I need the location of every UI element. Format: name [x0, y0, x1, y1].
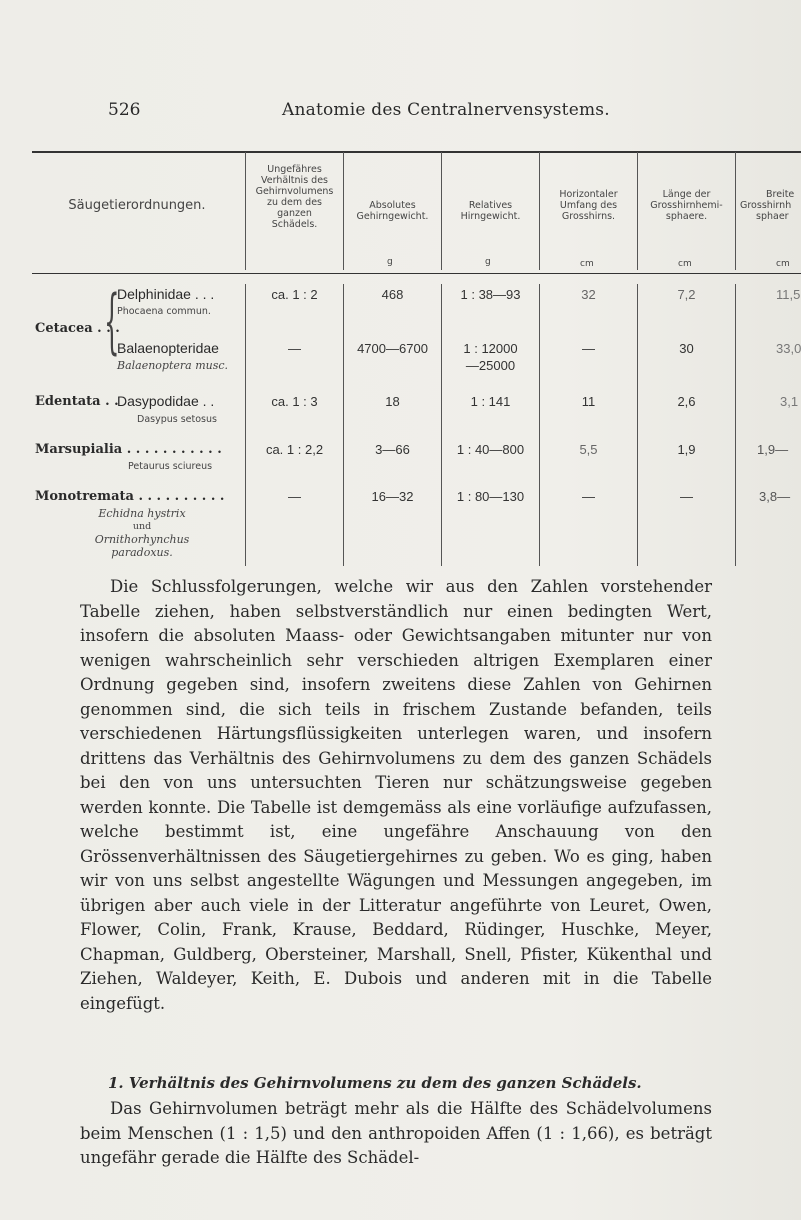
header-horizontal-circumference	[540, 189, 637, 222]
cell-length: —	[680, 489, 693, 504]
cell-length: 2,6	[677, 394, 696, 409]
body-paragraph	[80, 575, 712, 1016]
cell-width: 1,9—	[757, 442, 789, 457]
cell-width: 33,0	[776, 341, 801, 356]
header-line: Gehirnvolumens	[255, 186, 334, 197]
cell-relative-weight: 1 : 12000	[463, 341, 518, 356]
species-line: paradoxus.	[111, 546, 173, 559]
body-paragraph-2	[80, 1097, 712, 1171]
cell-circumference: 5,5	[579, 442, 598, 457]
cell-length: 1,9	[677, 442, 696, 457]
cell-width: 3,8—	[759, 489, 791, 504]
column-divider	[735, 152, 736, 270]
page-number: 526	[108, 100, 141, 120]
row-name: Dasypodidae . .	[117, 393, 215, 409]
header-line: Grosshirns.	[561, 211, 616, 222]
header-line: Breite	[766, 189, 795, 200]
row-species: Phocaena commun.	[117, 306, 211, 317]
unit-cm: cm	[678, 259, 692, 269]
order-marsupialia: Marsupialia . . . . . . . . . . .	[35, 442, 222, 457]
row-species: Dasypus setosus	[137, 414, 217, 425]
cell-volume-ratio: ca. 1 : 2	[271, 287, 318, 302]
column-divider	[539, 284, 540, 566]
row-name: Balaenopteridae	[117, 340, 219, 356]
unit-grams: g	[485, 257, 491, 267]
cell-volume-ratio: ca. 1 : 2,2	[265, 442, 324, 457]
row-species: Petaurus sciureus	[128, 461, 213, 472]
header-line: Horizontaler	[559, 189, 618, 200]
running-title: Anatomie des Centralnervensystems.	[282, 100, 610, 120]
cell-relative-weight: 1 : 38—93	[460, 287, 521, 302]
cell-relative-weight: 1 : 141	[470, 394, 511, 409]
header-line: Länge der	[662, 189, 711, 200]
header-line: Absolutes	[369, 200, 416, 211]
paragraph-text: Die Schlussfolgerungen, welche wir aus den Zahlen vorstehender Tabelle ziehen, haben selbstverständlich nur einen bedingten Wert, insofern die absoluten Maass- oder Gewichtsangaben mitunter nur von wenigen wahrscheinlich sehr verschieden altrigen Exemplaren einer Ordnung gegeben sind, insofern zweitens diese Zahlen von Gehirnen genommen sind, die sich teils in frischem Zustande befanden, teils verschiedenen Härtungsflüssigkeiten unterlegen waren, und insofern drittens das Verhältnis des Gehirnvolumens zu dem des ganzen Schädels bei den von uns untersuchten Tieren nur schätzungsweise gegeben werden konnte. Die Tabelle ist demgemäss als eine vorläufige aufzufassen, welche bestimmt ist, eine ungefähre Anschauung von den Grössenverhältnissen des Säugetiergehirnes zu geben. Wo es ging, haben wir von uns selbst angestellte Wägungen und Messungen angegeben, im übrigen aber auch viele in der Litteratur angeführte von Leuret, Owen, Flower, Colin, Frank, Krause, Beddard, Rüdinger, Huschke, Meyer, Chapman, Guldberg, Obersteiner, Marshall, Snell, Pfister, Kükenthal und Ziehen, Waldeyer, Keith, E. Dubois und anderen mit in die Tabelle eingefügt.	[80, 577, 712, 1013]
header-hemisphere-width	[740, 189, 801, 222]
cell-absolute-weight: 4700—6700	[357, 341, 428, 356]
unit-grams: g	[387, 257, 393, 267]
header-line: Grosshirnh	[740, 200, 792, 211]
column-divider	[735, 284, 736, 566]
order-edentata: Edentata . .	[35, 394, 119, 409]
cell-circumference: 32	[581, 287, 596, 302]
unit-cm: cm	[776, 259, 790, 269]
header-line: Hirngewicht.	[460, 211, 521, 222]
species-line: Echidna hystrix	[98, 507, 186, 520]
species-line: und	[132, 521, 152, 532]
row-species	[62, 507, 222, 559]
column-divider	[441, 284, 442, 566]
cell-absolute-weight: 3—66	[375, 442, 410, 457]
header-line: Verhältnis des	[260, 175, 328, 186]
cell-relative-weight: 1 : 80—130	[456, 489, 525, 504]
cell-circumference: —	[582, 489, 595, 504]
cell-absolute-weight: 468	[381, 287, 404, 302]
cell-volume-ratio: —	[288, 489, 301, 504]
header-line: Ungefähres	[267, 164, 322, 175]
header-line: Umfang des	[559, 200, 618, 211]
cell-length: 30	[679, 341, 694, 356]
header-absolute-weight	[344, 200, 441, 222]
header-volume-ratio	[246, 164, 343, 230]
cell-length: 7,2	[677, 287, 696, 302]
column-divider	[245, 284, 246, 566]
header-line: Relatives	[468, 200, 513, 211]
cell-absolute-weight: 16—32	[371, 489, 414, 504]
header-relative-weight	[442, 200, 539, 222]
cell-width: 3,1	[780, 394, 799, 409]
cell-circumference: 11	[581, 394, 596, 409]
header-line: zu dem des	[266, 197, 322, 208]
section-heading: 1. Verhältnis des Gehirnvolumens zu dem des ganzen Schädels.	[108, 1074, 642, 1092]
header-line: sphaere.	[665, 211, 708, 222]
species-line: Ornithorhynchus	[94, 533, 190, 546]
cell-volume-ratio: —	[288, 341, 301, 356]
column-divider	[343, 284, 344, 566]
cell-relative-weight: 1 : 40—800	[456, 442, 525, 457]
header-hemisphere-length	[638, 189, 735, 222]
table-top-rule	[32, 151, 801, 153]
header-line: Schädels.	[271, 219, 318, 230]
cell-volume-ratio: ca. 1 : 3	[271, 394, 318, 409]
brace: {	[104, 280, 120, 362]
cell-width: 11,5	[776, 287, 801, 302]
column-divider	[637, 284, 638, 566]
cell-relative-weight-cont: —25000	[465, 358, 516, 373]
cell-absolute-weight: 18	[385, 394, 400, 409]
header-line: Gehirngewicht.	[356, 211, 429, 222]
header-orders: Säugetierordnungen.	[68, 198, 206, 213]
unit-cm: cm	[580, 259, 594, 269]
paragraph-text: Das Gehirnvolumen beträgt mehr als die Hälfte des Schädelvolumens beim Menschen (1 : 1,5) und den anthropoiden Affen (1 : 1,66), es beträgt ungefähr gerade die Hälfte des Schädel-	[80, 1099, 712, 1167]
header-line: ganzen	[277, 208, 312, 219]
order-cetacea: Cetacea . . .	[35, 321, 120, 336]
page-header	[0, 100, 801, 130]
row-name: Delphinidae . . .	[117, 286, 215, 302]
order-monotremata: Monotremata . . . . . . . . . .	[35, 489, 225, 504]
cell-circumference: —	[582, 341, 595, 356]
table-header-rule	[32, 273, 801, 274]
row-species: Balaenoptera musc.	[117, 359, 229, 372]
header-line: Grosshirnhemi-	[650, 200, 723, 211]
header-line: sphaer	[756, 211, 789, 222]
